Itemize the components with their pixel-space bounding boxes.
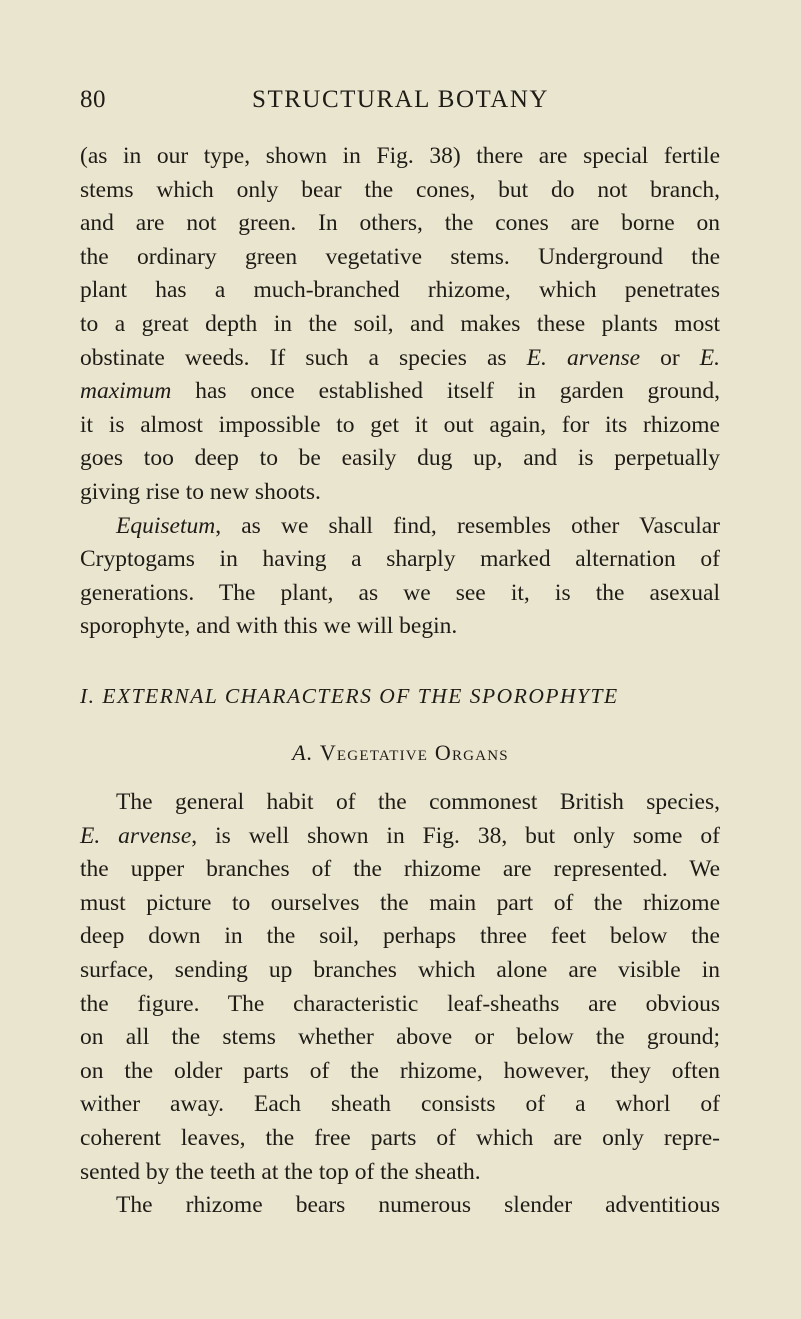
text-line: maximum has once established itself in garden ground,: [80, 378, 720, 405]
text-line: on all the stems whether above or below the ground;: [80, 1024, 720, 1051]
text-line: obstinate weeds. If such a species as E. arvense or E.: [80, 344, 721, 371]
subsection-heading: [0, 740, 801, 766]
text-line: Equisetum, as we shall find, resembles other Vascular: [116, 512, 720, 539]
page-header: [0, 86, 801, 126]
text-line: must picture to ourselves the main part of the rhizome: [80, 889, 720, 916]
text-line: wither away. Each sheath consists of a whorl of: [80, 1091, 720, 1118]
text-line: to a great depth in the soil, and makes these plants most: [80, 310, 720, 337]
subsection-letter: A.: [292, 740, 314, 765]
text-line: the figure. The characteristic leaf-sheaths are obvious: [80, 990, 720, 1017]
text-line: The rhizome bears numerous slender adventitious: [116, 1192, 720, 1219]
body-text-top: [80, 140, 720, 644]
text-line: E. arvense, is well shown in Fig. 38, but only some of: [80, 822, 720, 849]
text-line: The general habit of the commonest British species,: [116, 789, 720, 815]
running-title: STRUCTURAL BOTANY: [252, 86, 549, 113]
text-line: surface, sending up branches which alone are visible in: [80, 956, 720, 983]
text-line: coherent leaves, the free parts of which are only repre-: [80, 1124, 720, 1151]
text-line: goes too deep to be easily dug up, and is perpetually: [80, 445, 720, 472]
text-line: sented by the teeth at the top of the sheath.: [80, 1158, 481, 1185]
text-line: (as in our type, shown in Fig. 38) there are special fertile: [80, 143, 720, 169]
page-number: 80: [80, 86, 106, 113]
text-line: the upper branches of the rhizome are represented. We: [80, 856, 720, 883]
section-heading: I. EXTERNAL CHARACTERS OF THE SPOROPHYTE: [80, 684, 619, 708]
subsection-title: Vegetative Organs: [319, 740, 509, 765]
text-line: plant has a much-branched rhizome, which penetrates: [80, 277, 720, 304]
text-line: giving rise to new shoots.: [80, 478, 321, 505]
text-line: stems which only bear the cones, but do not branch,: [80, 176, 720, 203]
text-line: the ordinary green vegetative stems. Underground the: [80, 243, 720, 270]
text-line: on the older parts of the rhizome, however, they often: [80, 1057, 720, 1084]
text-line: generations. The plant, as we see it, is the asexual: [80, 579, 720, 606]
text-line: sporophyte, and with this we will begin.: [80, 613, 458, 640]
text-line: it is almost impossible to get it out again, for its rhizome: [80, 411, 720, 438]
text-line: and are not green. In others, the cones are borne on: [80, 210, 720, 237]
text-line: deep down in the soil, perhaps three feet below the: [80, 923, 720, 950]
body-text-bottom: [80, 786, 720, 1223]
text-line: Cryptogams in having a sharply marked alternation of: [80, 546, 720, 573]
